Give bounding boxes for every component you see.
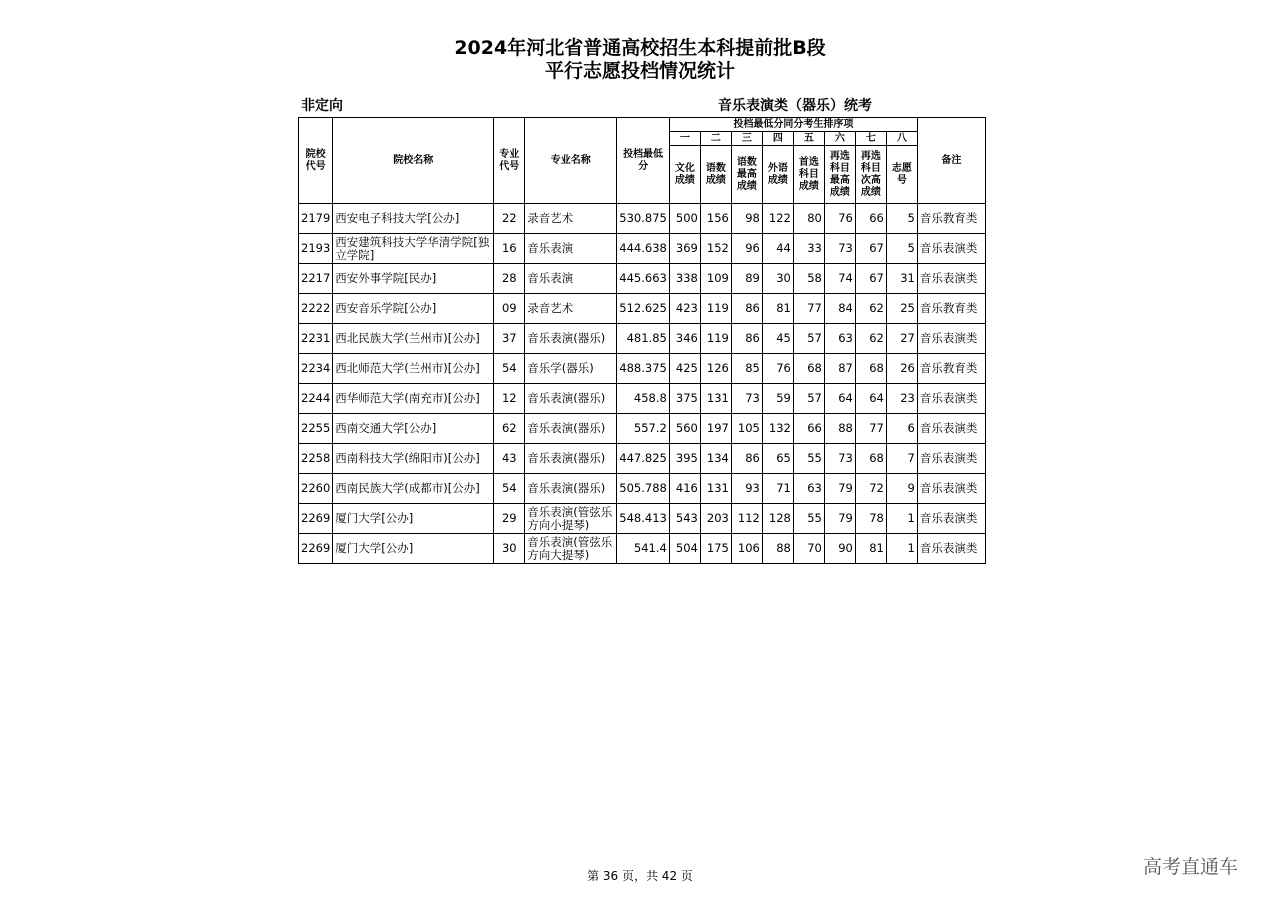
tiebreak-cell: 5: [886, 234, 917, 264]
remark-cell: 音乐表演类: [917, 474, 985, 504]
tiebreak-cell: 64: [824, 384, 855, 414]
header-tiebreak-label: 志愿号: [886, 146, 917, 204]
school-code-cell: 2217: [299, 264, 333, 294]
min-score-cell: 447.825: [617, 444, 670, 474]
remark-cell: 音乐表演类: [917, 264, 985, 294]
table-row: [299, 264, 986, 294]
tiebreak-cell: 85: [731, 354, 762, 384]
major-name-cell: 音乐表演: [525, 264, 617, 294]
tiebreak-cell: 63: [793, 474, 824, 504]
tiebreak-cell: 33: [793, 234, 824, 264]
school-code-cell: 2231: [299, 324, 333, 354]
major-name-cell: 音乐表演(器乐): [525, 474, 617, 504]
table-row: [299, 354, 986, 384]
table-row: [299, 204, 986, 234]
tiebreak-cell: 109: [700, 264, 731, 294]
header-tiebreak-label: 文化成绩: [669, 146, 700, 204]
header-school-code: 院校代号: [299, 118, 333, 204]
tiebreak-cell: 119: [700, 324, 731, 354]
header-tiebreak-label: 外语成绩: [762, 146, 793, 204]
school-name-cell: 厦门大学[公办]: [333, 534, 494, 564]
tiebreak-cell: 105: [731, 414, 762, 444]
table-row: [299, 234, 986, 264]
header-tiebreak-num: 一: [669, 132, 700, 146]
tiebreak-cell: 86: [731, 324, 762, 354]
tiebreak-cell: 80: [793, 204, 824, 234]
tiebreak-cell: 89: [731, 264, 762, 294]
header-tiebreak-num: 二: [700, 132, 731, 146]
school-name-cell: 西南民族大学(成都市)[公办]: [333, 474, 494, 504]
tiebreak-cell: 134: [700, 444, 731, 474]
tiebreak-cell: 9: [886, 474, 917, 504]
school-code-cell: 2258: [299, 444, 333, 474]
header-tiebreak-label: 语数最高成绩: [731, 146, 762, 204]
tiebreak-cell: 57: [793, 324, 824, 354]
tiebreak-cell: 79: [824, 474, 855, 504]
table-row: [299, 504, 986, 534]
tiebreak-cell: 175: [700, 534, 731, 564]
tiebreak-cell: 425: [669, 354, 700, 384]
tiebreak-cell: 132: [762, 414, 793, 444]
tiebreak-cell: 346: [669, 324, 700, 354]
tiebreak-cell: 423: [669, 294, 700, 324]
min-score-cell: 541.4: [617, 534, 670, 564]
remark-cell: 音乐表演类: [917, 444, 985, 474]
tiebreak-cell: 369: [669, 234, 700, 264]
tiebreak-cell: 66: [793, 414, 824, 444]
school-code-cell: 2193: [299, 234, 333, 264]
tiebreak-cell: 156: [700, 204, 731, 234]
tiebreak-cell: 72: [855, 474, 886, 504]
tiebreak-cell: 93: [731, 474, 762, 504]
major-name-cell: 音乐表演(器乐): [525, 444, 617, 474]
tiebreak-cell: 375: [669, 384, 700, 414]
tiebreak-cell: 87: [824, 354, 855, 384]
header-tiebreak-label: 语数成绩: [700, 146, 731, 204]
tiebreak-cell: 88: [824, 414, 855, 444]
table-row: [299, 414, 986, 444]
major-code-cell: 16: [494, 234, 525, 264]
major-code-cell: 37: [494, 324, 525, 354]
tiebreak-cell: 90: [824, 534, 855, 564]
tiebreak-cell: 77: [793, 294, 824, 324]
tiebreak-cell: 543: [669, 504, 700, 534]
table-row: [299, 474, 986, 504]
major-code-cell: 30: [494, 534, 525, 564]
table-row: [299, 444, 986, 474]
tiebreak-cell: 30: [762, 264, 793, 294]
min-score-cell: 481.85: [617, 324, 670, 354]
tiebreak-cell: 62: [855, 294, 886, 324]
page-number: 第 36 页，共 42 页: [587, 869, 693, 883]
tiebreak-cell: 7: [886, 444, 917, 474]
tiebreak-cell: 26: [886, 354, 917, 384]
major-code-cell: 54: [494, 474, 525, 504]
tiebreak-cell: 68: [855, 354, 886, 384]
header-tiebreak-num: 六: [824, 132, 855, 146]
tiebreak-cell: 67: [855, 264, 886, 294]
tiebreak-cell: 74: [824, 264, 855, 294]
header-tiebreak-num: 五: [793, 132, 824, 146]
major-name-cell: 音乐表演(管弦乐方向大提琴): [525, 534, 617, 564]
tiebreak-cell: 126: [700, 354, 731, 384]
major-code-cell: 12: [494, 384, 525, 414]
school-code-cell: 2244: [299, 384, 333, 414]
tiebreak-cell: 84: [824, 294, 855, 324]
tiebreak-cell: 55: [793, 504, 824, 534]
remark-cell: 音乐表演类: [917, 534, 985, 564]
tiebreak-cell: 68: [855, 444, 886, 474]
major-name-cell: 录音艺术: [525, 204, 617, 234]
major-name-cell: 音乐表演(器乐): [525, 324, 617, 354]
tiebreak-cell: 560: [669, 414, 700, 444]
header-min-score: 投档最低分: [617, 118, 670, 204]
school-name-cell: 厦门大学[公办]: [333, 504, 494, 534]
remark-cell: 音乐表演类: [917, 504, 985, 534]
tiebreak-cell: 73: [824, 444, 855, 474]
tiebreak-cell: 81: [855, 534, 886, 564]
header-tiebreak-group: 投档最低分同分考生排序项: [669, 118, 917, 132]
school-name-cell: 西安外事学院[民办]: [333, 264, 494, 294]
table-row: [299, 324, 986, 354]
table-row: [299, 294, 986, 324]
document-subtitle: 平行志愿投档情况统计: [544, 60, 735, 82]
tiebreak-cell: 500: [669, 204, 700, 234]
major-code-cell: 62: [494, 414, 525, 444]
school-name-cell: 西南科技大学(绵阳市)[公办]: [333, 444, 494, 474]
tiebreak-cell: 23: [886, 384, 917, 414]
tiebreak-cell: 73: [824, 234, 855, 264]
tiebreak-cell: 128: [762, 504, 793, 534]
tiebreak-cell: 31: [886, 264, 917, 294]
major-name-cell: 音乐表演(器乐): [525, 414, 617, 444]
header-tiebreak-label: 首选科目成绩: [793, 146, 824, 204]
school-code-cell: 2179: [299, 204, 333, 234]
major-code-cell: 29: [494, 504, 525, 534]
school-name-cell: 西北民族大学(兰州市)[公办]: [333, 324, 494, 354]
tiebreak-cell: 1: [886, 504, 917, 534]
tiebreak-cell: 131: [700, 474, 731, 504]
tiebreak-cell: 119: [700, 294, 731, 324]
tiebreak-cell: 25: [886, 294, 917, 324]
tiebreak-cell: 1: [886, 534, 917, 564]
major-code-cell: 22: [494, 204, 525, 234]
min-score-cell: 548.413: [617, 504, 670, 534]
tiebreak-cell: 67: [855, 234, 886, 264]
table-row: [299, 534, 986, 564]
school-code-cell: 2234: [299, 354, 333, 384]
school-name-cell: 西安音乐学院[公办]: [333, 294, 494, 324]
tiebreak-cell: 27: [886, 324, 917, 354]
school-name-cell: 西北师范大学(兰州市)[公办]: [333, 354, 494, 384]
school-code-cell: 2260: [299, 474, 333, 504]
major-name-cell: 录音艺术: [525, 294, 617, 324]
school-code-cell: 2255: [299, 414, 333, 444]
document-title: 2024年河北省普通高校招生本科提前批B段: [454, 37, 826, 59]
min-score-cell: 488.375: [617, 354, 670, 384]
tiebreak-cell: 73: [731, 384, 762, 414]
min-score-cell: 505.788: [617, 474, 670, 504]
min-score-cell: 512.625: [617, 294, 670, 324]
school-name-cell: 西安电子科技大学[公办]: [333, 204, 494, 234]
tiebreak-cell: 98: [731, 204, 762, 234]
header-major-name: 专业名称: [525, 118, 617, 204]
school-name-cell: 西华师范大学(南充市)[公办]: [333, 384, 494, 414]
remark-cell: 音乐教育类: [917, 354, 985, 384]
tiebreak-cell: 5: [886, 204, 917, 234]
header-tiebreak-num: 三: [731, 132, 762, 146]
school-name-cell: 西安建筑科技大学华清学院[独立学院]: [333, 234, 494, 264]
header-tiebreak-label: 再选科目次高成绩: [855, 146, 886, 204]
school-name-cell: 西南交通大学[公办]: [333, 414, 494, 444]
tiebreak-cell: 65: [762, 444, 793, 474]
tiebreak-cell: 152: [700, 234, 731, 264]
tiebreak-cell: 6: [886, 414, 917, 444]
watermark: 高考直通车: [1143, 856, 1239, 878]
tiebreak-cell: 45: [762, 324, 793, 354]
min-score-cell: 445.663: [617, 264, 670, 294]
major-code-cell: 43: [494, 444, 525, 474]
tiebreak-cell: 203: [700, 504, 731, 534]
major-code-cell: 54: [494, 354, 525, 384]
exam-type-label: 音乐表演类（器乐）统考: [718, 98, 872, 114]
tiebreak-cell: 59: [762, 384, 793, 414]
tiebreak-cell: 68: [793, 354, 824, 384]
tiebreak-cell: 106: [731, 534, 762, 564]
tiebreak-cell: 416: [669, 474, 700, 504]
remark-cell: 音乐教育类: [917, 294, 985, 324]
tiebreak-cell: 63: [824, 324, 855, 354]
table-row: [299, 384, 986, 414]
header-remarks: 备注: [917, 118, 985, 204]
min-score-cell: 557.2: [617, 414, 670, 444]
header-school-name: 院校名称: [333, 118, 494, 204]
tiebreak-cell: 76: [824, 204, 855, 234]
major-name-cell: 音乐表演: [525, 234, 617, 264]
header-major-code: 专业代号: [494, 118, 525, 204]
major-name-cell: 音乐学(器乐): [525, 354, 617, 384]
remark-cell: 音乐表演类: [917, 234, 985, 264]
tiebreak-cell: 79: [824, 504, 855, 534]
tiebreak-cell: 86: [731, 294, 762, 324]
tiebreak-cell: 338: [669, 264, 700, 294]
tiebreak-cell: 58: [793, 264, 824, 294]
tiebreak-cell: 66: [855, 204, 886, 234]
remark-cell: 音乐表演类: [917, 324, 985, 354]
tiebreak-cell: 62: [855, 324, 886, 354]
major-code-cell: 09: [494, 294, 525, 324]
min-score-cell: 458.8: [617, 384, 670, 414]
tiebreak-cell: 88: [762, 534, 793, 564]
header-tiebreak-num: 七: [855, 132, 886, 146]
tiebreak-cell: 131: [700, 384, 731, 414]
tiebreak-cell: 70: [793, 534, 824, 564]
header-tiebreak-num: 八: [886, 132, 917, 146]
tiebreak-cell: 395: [669, 444, 700, 474]
tiebreak-cell: 197: [700, 414, 731, 444]
tiebreak-cell: 76: [762, 354, 793, 384]
tiebreak-cell: 78: [855, 504, 886, 534]
major-name-cell: 音乐表演(器乐): [525, 384, 617, 414]
tiebreak-cell: 77: [855, 414, 886, 444]
remark-cell: 音乐表演类: [917, 414, 985, 444]
tiebreak-cell: 57: [793, 384, 824, 414]
major-name-cell: 音乐表演(管弦乐方向小提琴): [525, 504, 617, 534]
tiebreak-cell: 71: [762, 474, 793, 504]
major-code-cell: 28: [494, 264, 525, 294]
min-score-cell: 444.638: [617, 234, 670, 264]
tiebreak-cell: 86: [731, 444, 762, 474]
tiebreak-cell: 44: [762, 234, 793, 264]
school-code-cell: 2269: [299, 504, 333, 534]
tiebreak-cell: 504: [669, 534, 700, 564]
remark-cell: 音乐表演类: [917, 384, 985, 414]
tiebreak-cell: 122: [762, 204, 793, 234]
tiebreak-cell: 112: [731, 504, 762, 534]
header-tiebreak-num: 四: [762, 132, 793, 146]
category-label: 非定向: [301, 98, 343, 114]
tiebreak-cell: 64: [855, 384, 886, 414]
tiebreak-cell: 81: [762, 294, 793, 324]
school-code-cell: 2269: [299, 534, 333, 564]
tiebreak-cell: 96: [731, 234, 762, 264]
school-code-cell: 2222: [299, 294, 333, 324]
remark-cell: 音乐教育类: [917, 204, 985, 234]
tiebreak-cell: 55: [793, 444, 824, 474]
header-tiebreak-label: 再选科目最高成绩: [824, 146, 855, 204]
min-score-cell: 530.875: [617, 204, 670, 234]
admission-table: [298, 117, 986, 564]
